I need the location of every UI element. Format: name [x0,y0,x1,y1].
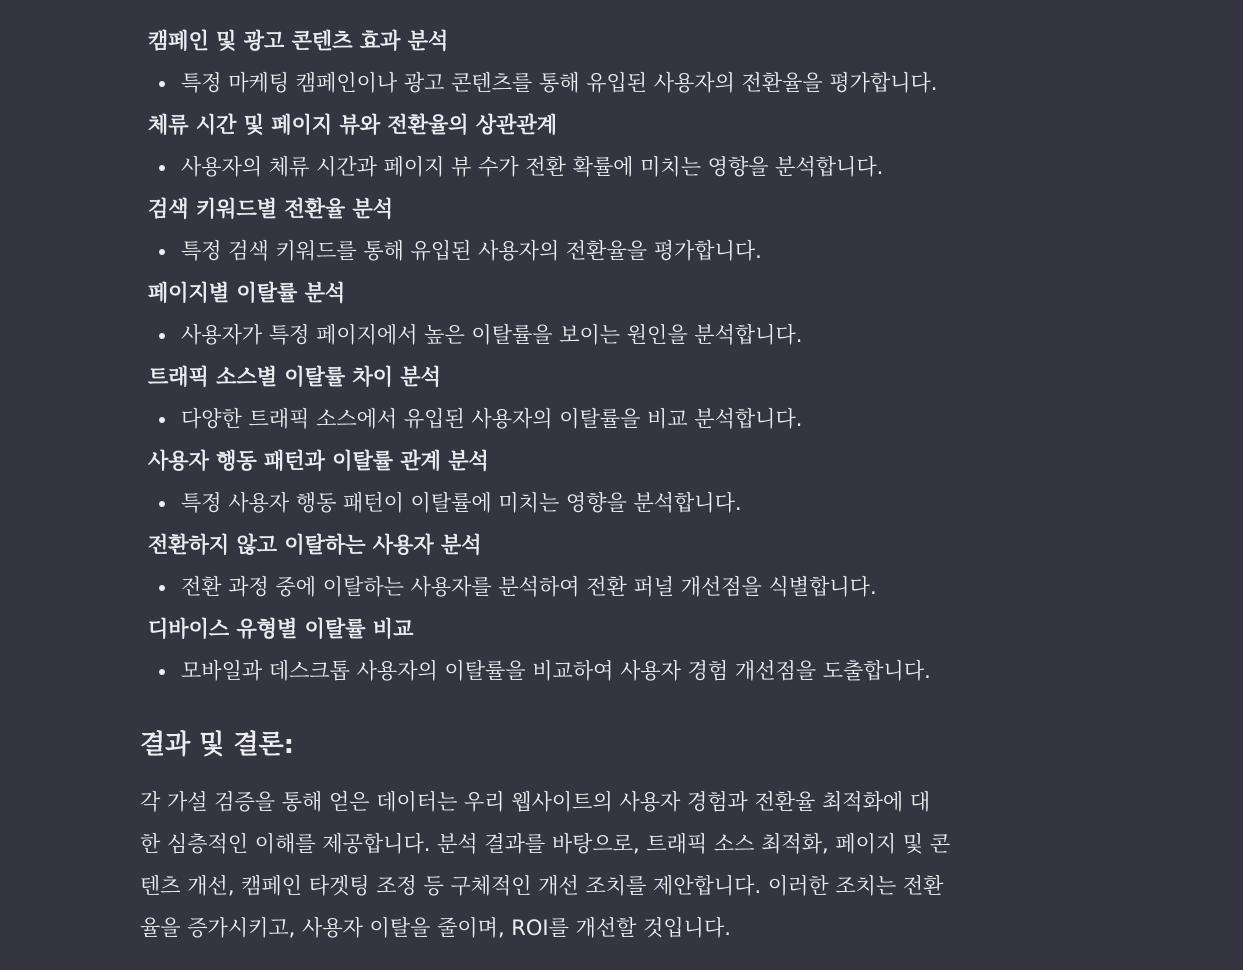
list-item-description: 특정 검색 키워드를 통해 유입된 사용자의 전환율을 평가합니다. [181,239,762,263]
paragraph-line: 각 가설 검증을 통해 얻은 데이터는 우리 웹사이트의 사용자 경험과 전환율 최적화에 대 [140,790,931,814]
list-item-title: 디바이스 유형별 이탈률 비교 [148,617,414,641]
list-item-description: 다양한 트래픽 소스에서 유입된 사용자의 이탈률을 비교 분석합니다. [181,407,803,431]
paragraph-line: 율을 증가시키고, 사용자 이탈을 줄이며, ROI를 개선할 것입니다. [140,916,731,940]
list-item-title: 페이지별 이탈률 분석 [148,281,346,305]
bullet-icon [159,165,165,171]
paragraph-line: 한 심층적인 이해를 제공합니다. 분석 결과를 바탕으로, 트래픽 소스 최적화, 페이지 및 콘 [140,832,951,856]
list-item-description: 모바일과 데스크톱 사용자의 이탈률을 비교하여 사용자 경험 개선점을 도출합니다. [181,659,931,683]
list-item-description: 사용자가 특정 페이지에서 높은 이탈률을 보이는 원인을 분석합니다. [181,323,803,347]
bullet-icon [159,81,165,87]
list-item-title: 검색 키워드별 전환율 분석 [148,197,394,221]
bullet-icon [159,333,165,339]
bullet-icon [159,501,165,507]
list-item-description: 특정 사용자 행동 패턴이 이탈률에 미치는 영향을 분석합니다. [181,491,742,515]
list-item-description: 전환 과정 중에 이탈하는 사용자를 분석하여 전환 퍼널 개선점을 식별합니다. [181,575,877,599]
conclusion-paragraph [140,781,950,949]
list-item-description: 특정 마케팅 캠페인이나 광고 콘텐츠를 통해 유입된 사용자의 전환율을 평가합니다. [181,71,938,95]
list-item-title: 체류 시간 및 페이지 뷰와 전환율의 상관관계 [148,113,558,137]
bullet-icon [159,249,165,255]
list-item-title: 전환하지 않고 이탈하는 사용자 분석 [148,533,482,557]
list-item-title: 트래픽 소스별 이탈률 차이 분석 [148,365,441,389]
bullet-icon [159,669,165,675]
bullet-icon [159,585,165,591]
list-item-description: 사용자의 체류 시간과 페이지 뷰 수가 전환 확률에 미치는 영향을 분석합니다. [181,155,884,179]
list-item-title: 사용자 행동 패턴과 이탈률 관계 분석 [148,449,489,473]
paragraph-line: 텐츠 개선, 캠페인 타겟팅 조정 등 구체적인 개선 조치를 제안합니다. 이러한 조치는 전환 [140,874,944,898]
bullet-icon [159,417,165,423]
conclusion-heading: 결과 및 결론: [140,730,295,760]
list-item-title: 캠페인 및 광고 콘텐츠 효과 분석 [148,29,449,53]
